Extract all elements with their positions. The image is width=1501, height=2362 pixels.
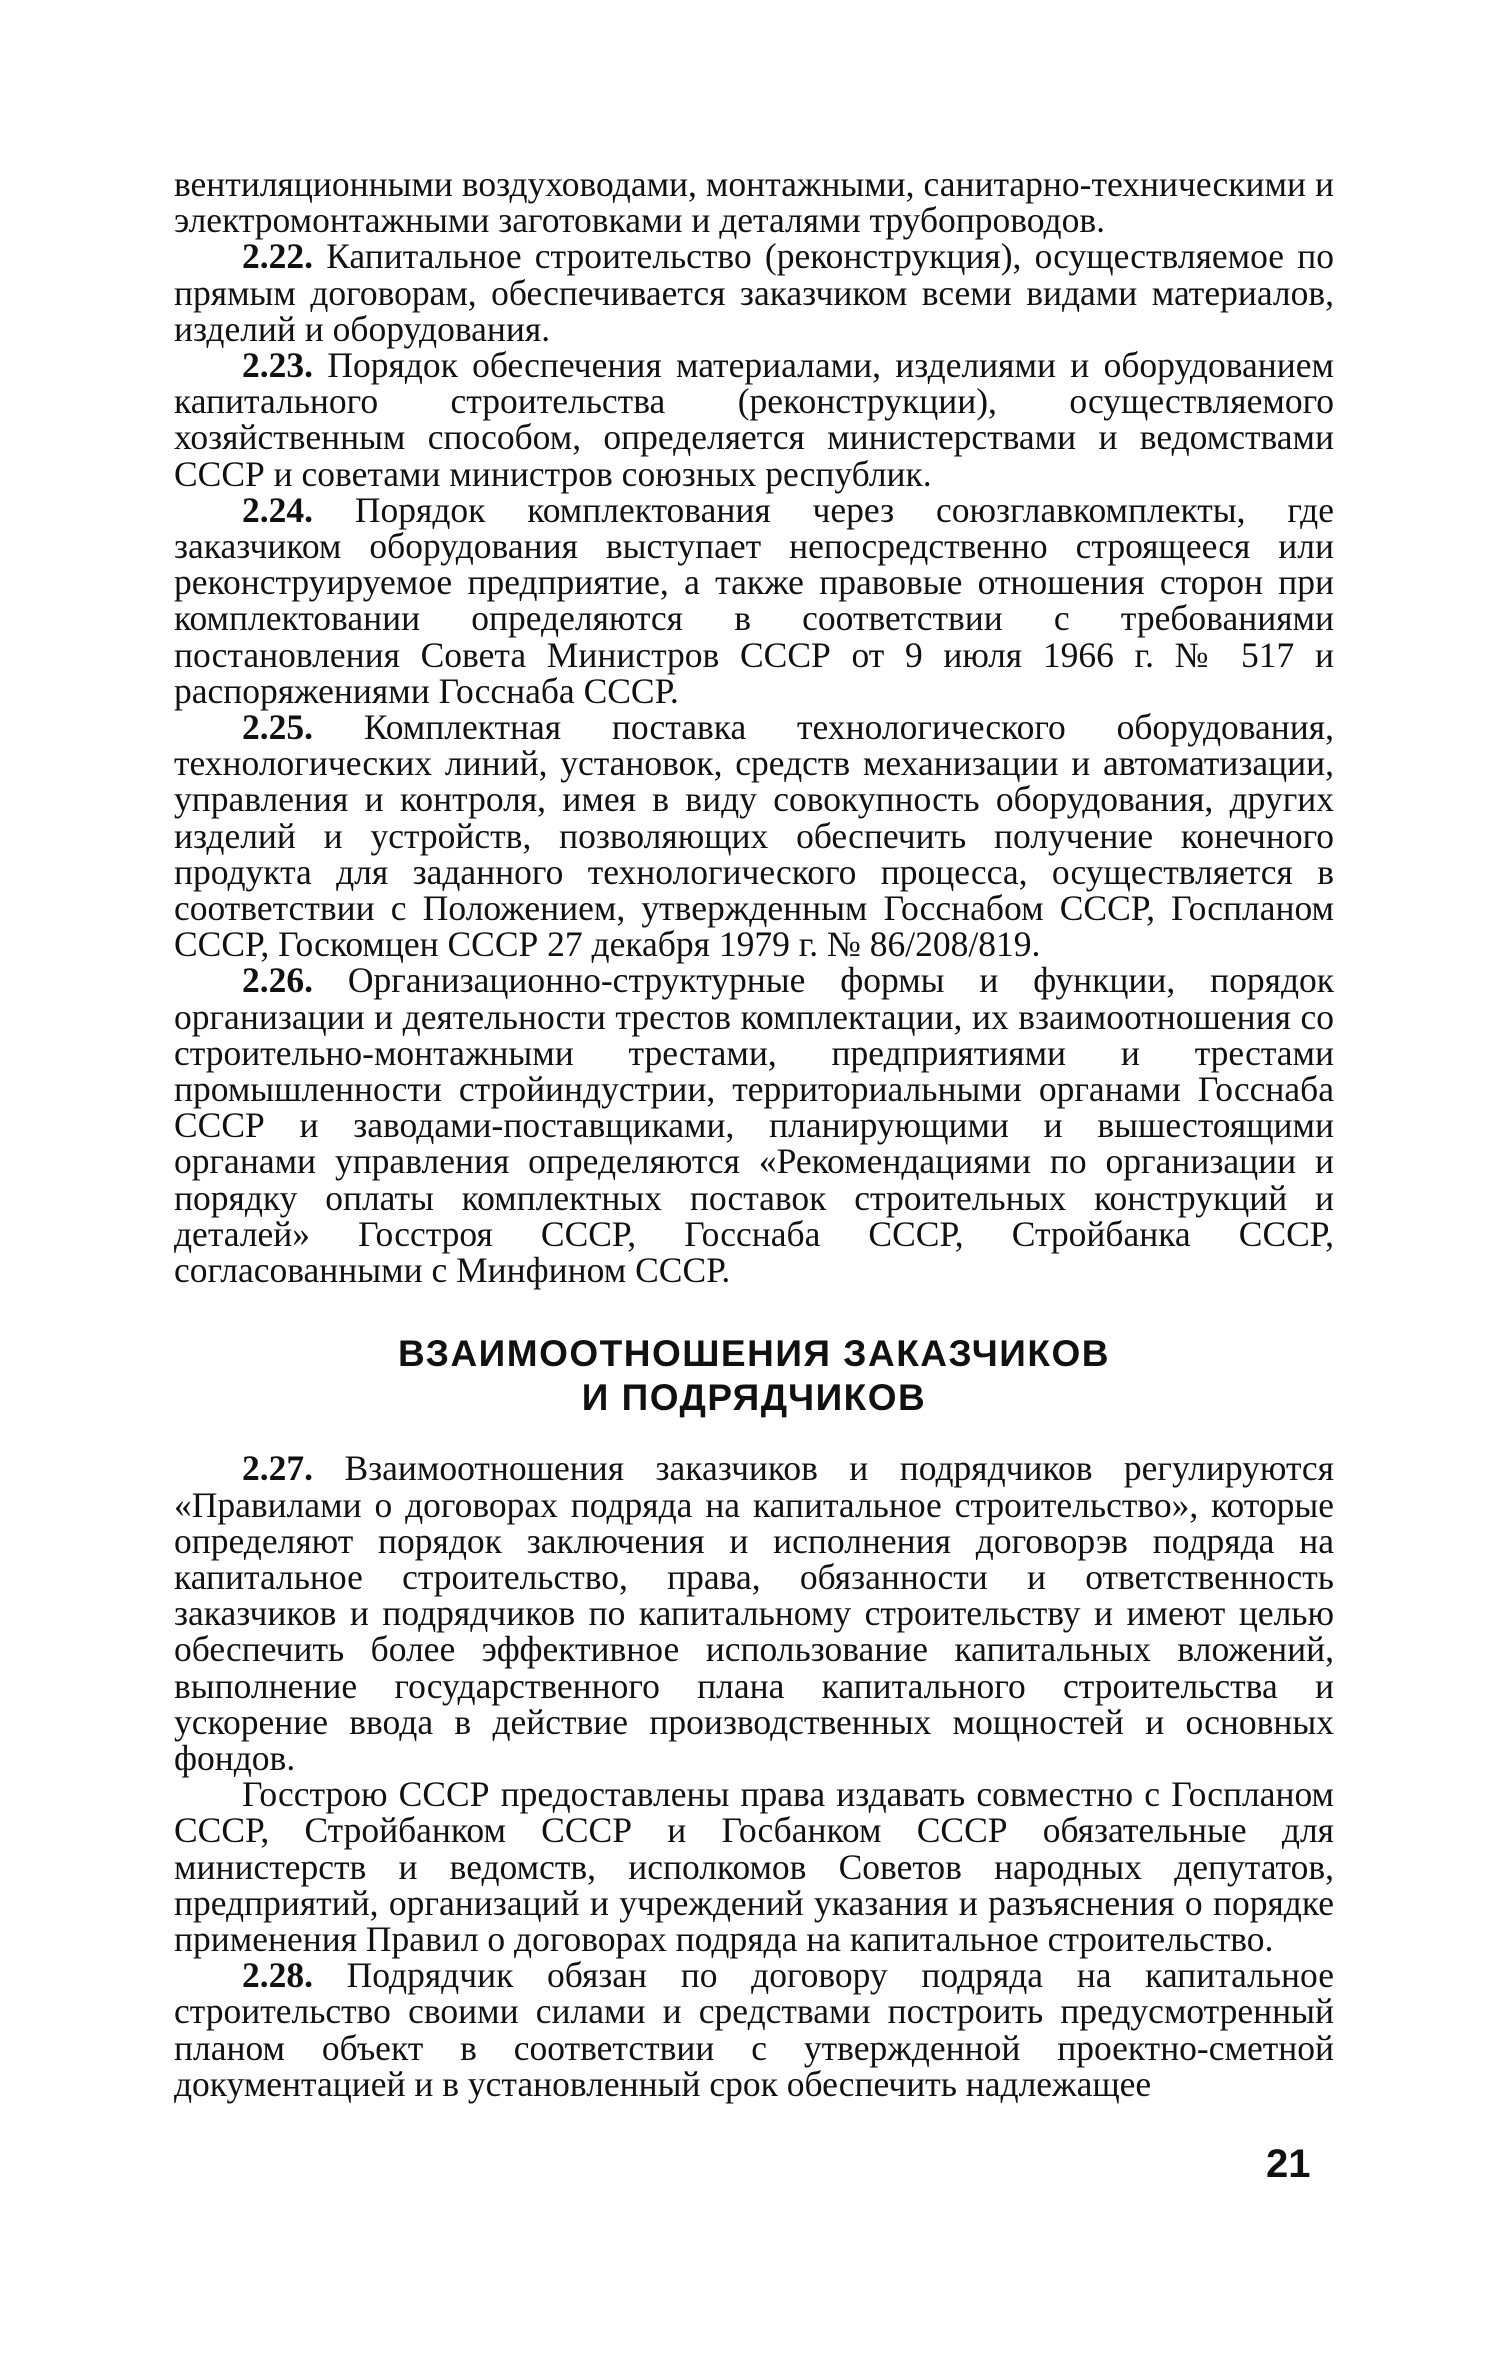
paragraph-text: Подрядчик обязан по договору подряда на капитальное строительство своими силами и средствами построить предусмотренный планом объект в соответствии с утвержденной проектно-сметной документацией и в установленный срок обеспечить надлежащее <box>174 1955 1334 2104</box>
page-number: 21 <box>1266 2142 1311 2186</box>
document-page <box>174 166 1334 2102</box>
paragraph-number: 2.26. <box>242 960 313 1001</box>
paragraph-text: вентиляционными воздуховодами, монтажными, санитарно-техническими и электромонтажными заготовками и деталями трубопроводов. <box>174 164 1334 241</box>
section-heading-line-1: ВЗАИМООТНОШЕНИЯ ЗАКАЗЧИКОВ <box>398 1333 1110 1375</box>
paragraph-2-24 <box>174 489 1334 711</box>
paragraph-number: 2.24. <box>242 489 313 530</box>
paragraph-2-26 <box>174 960 1335 1291</box>
paragraph-number: 2.25. <box>242 707 313 748</box>
paragraph-text: Взаимоотношения заказчиков и подрядчиков регулируются «Правилами о договорах подряда на капитальное строительство», которые определяют порядок заключения и исполнения договорэв подряда на капитальное строительство, права, обязанности и ответственность заказчиков и подрядчиков по капитальному строительству и имеют целью обеспечить более эффективное использование капитальных вложений, выполнение государственного плана капитального строительства и ускорение ввода в действие производственных мощностей и основных фондов. <box>174 1448 1334 1778</box>
paragraph-2-28 <box>174 1957 1334 2102</box>
paragraph-2-27 <box>174 1450 1334 1776</box>
paragraph-number: 2.23. <box>242 345 313 386</box>
paragraph-number: 2.28. <box>242 1955 313 1996</box>
section-heading <box>174 1332 1334 1420</box>
paragraph-text: Организационно-структурные формы и функции, порядок организации и деятельности трестов комплектации, их взаимоотношения со строительно-монтажными трестами, предприятиями и трестами промышленности стройиндустрии, территориальными органами Госснаба СССР и заводами-поставщиками, планирующими и вышестоящими органами управления определяются «Рекомендациями по организации и порядку оплаты комплектных поставок строительных конструкций и деталей» Госстроя СССР, Госснаба СССР, Стройбанка СССР, согласованными с Минфином СССР. <box>174 960 1335 1291</box>
paragraph-text: Порядок комплектования через союзглавкомплекты, где заказчиком оборудования выступает непосредственно строящееся или реконструируемое предприятие, а также правовые отношения сторон при комплектовании определяются в соответствии с требованиями постановления Совета Министров СССР от 9 июля 1966 г. № 517 и распоряжениями Госснаба СССР. <box>174 489 1334 711</box>
paragraph-text: Порядок обеспечения материалами, изделиями и оборудованием капитального строительства (реконструкции), осуществляемого хозяйственным способом, определяется министерствами и ведомствами СССР и советами министров союзных республик. <box>174 345 1335 494</box>
paragraph-text: Комплектная поставка технологического оборудования, технологических линий, установок, средств механизации и автоматизации, управления и контроля, имея в виду совокупность оборудования, других изделий и устройств, позволяющих обеспечить получение конечного продукта для заданного технологического процесса, осуществляется в соответствии с Положением, утвержденным Госснабом СССР, Госпланом СССР, Госкомцен СССР 27 декабря 1979 г. № 86/208/819. <box>174 707 1335 965</box>
section-heading-line-2: И ПОДРЯДЧИКОВ <box>581 1377 927 1419</box>
paragraph-continuation <box>174 164 1334 241</box>
paragraph-number: 2.22. <box>242 236 313 277</box>
paragraph-2-25 <box>174 707 1335 965</box>
paragraph-2-23 <box>174 347 1334 492</box>
paragraph-gosstroy-rights <box>174 1776 1334 1957</box>
paragraph-text: Госстрою СССР предоставлены права издавать совместно с Госпланом СССР, Стройбанком СССР и Госбанком СССР обязательные для министерств и ведомств, исполкомов Советов народных депутатов, предприятий, организаций и учреждений указания и разъяснения о порядке применения Правил о договорах подряда на капитальное строительство. <box>174 1774 1334 1959</box>
paragraph-text: Капитальное строительство (реконструкция), осуществляемое по прямым договорам, обеспечивается заказчиком всеми видами материалов, изделий и оборудования. <box>174 236 1335 349</box>
paragraph-number: 2.27. <box>242 1448 313 1489</box>
paragraph-2-22 <box>174 238 1334 347</box>
